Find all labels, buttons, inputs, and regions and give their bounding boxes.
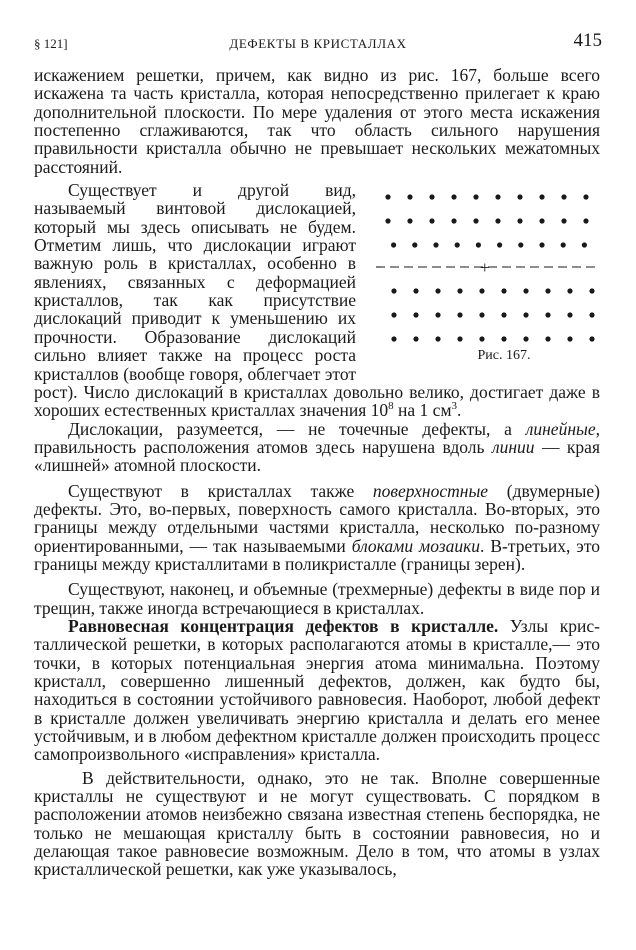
- lattice-atom: [435, 312, 440, 317]
- lattice-atom: [385, 218, 390, 223]
- lattice-atom: [433, 242, 438, 247]
- lattice-atom: [561, 242, 566, 247]
- paragraph-3-text-a: Дислокации, разумеется, — не точечные дефекты, а: [68, 418, 526, 439]
- lattice-atom: [455, 242, 460, 247]
- section-heading-equilibrium: Равновесная концентрация дефектов в кристалле.: [68, 615, 499, 636]
- figure-caption: Рис. 167.: [477, 348, 531, 364]
- lattice-atom: [473, 218, 478, 223]
- lattice-atom: [567, 336, 572, 341]
- lattice-atom: [523, 288, 528, 293]
- lattice-atom: [429, 194, 434, 199]
- lattice-atom: [523, 312, 528, 317]
- lattice-atom: [413, 312, 418, 317]
- lattice-atom: [435, 288, 440, 293]
- lattice-atom: [539, 194, 544, 199]
- lattice-atom: [583, 194, 588, 199]
- paragraph-7: В действительности, однако, это не так. Вполне совершенные кристаллы не существуют и не могут существовать. С порядком в расположении атомов неизбежно связана известная степень беспорядка, не только не мешающая кристаллу быть в состоянии равновесия, но и делающая такое равновесие возможным. Дело в том, что атомы в узлах кристаллической решетки, как уже указывалось,: [34, 767, 600, 880]
- paragraph-4-text-c: . В-третьих, это границы между кристаллитами в поликристалле (границы зерен).: [34, 535, 600, 574]
- lattice-atom: [567, 288, 572, 293]
- page-number: 415: [573, 30, 602, 51]
- lattice-atom: [501, 288, 506, 293]
- exponent-8: 8: [388, 400, 394, 413]
- lattice-atom: [589, 336, 594, 341]
- edge-dislocation-lattice: [376, 187, 598, 347]
- lattice-atom: [561, 194, 566, 199]
- paragraph-4: [34, 482, 600, 574]
- lattice-atom: [517, 194, 522, 199]
- lattice-atom: [476, 242, 481, 247]
- running-header: [34, 30, 602, 54]
- lattice-atom: [435, 336, 440, 341]
- paragraph-1: искажением решетки, причем, как видно из рис. 167, больше всего искажена та часть кристалла, которая непосредственно прилегает к краю дополнительной плоскости. По мере удаления от этого места искажения постепенно сглаживаются, так что область сильного нарушения правильности кристалла обычно не превышает нескольких межатомных расстояний.: [34, 65, 600, 177]
- lattice-atom: [473, 194, 478, 199]
- chapter-title: ДЕФЕКТЫ В КРИСТАЛЛАХ: [229, 36, 407, 51]
- lattice-atom: [589, 288, 594, 293]
- emphasis-line: линии: [491, 436, 535, 457]
- lattice-atom: [413, 288, 418, 293]
- paragraph-3: [34, 420, 600, 475]
- paragraph-3-text-c: — края «лишней» атомной плоскости.: [34, 436, 600, 476]
- paragraph-2-text: Существует и другой вид, называемый винтовой дислокацией, который мы здесь описывать не будем. Отметим лишь, что дислокации играют важную роль в кристаллах, особенно в явлениях, связанных с деформацией кристаллов, так как присутствие дислокаций приводит к уменьшению их прочности. Образование дислокаций сильно влияет также на процесс роста кристаллов (вообще говоря, облегчает этот рост). Число дислокаций в кристаллах довольно велико, достигает даже в хороших естественных кристаллах значения 10: [34, 180, 600, 421]
- lattice-atom: [518, 242, 523, 247]
- paragraph-2-tail: на 1 см: [393, 400, 452, 421]
- lattice-atom: [429, 218, 434, 223]
- emphasis-linear: линейные: [525, 418, 596, 439]
- lattice-atom: [583, 218, 588, 223]
- lattice-atom: [567, 312, 572, 317]
- lattice-atom: [479, 312, 484, 317]
- lattice-atom: [582, 242, 587, 247]
- figure-167: [374, 181, 600, 381]
- lattice-atom: [413, 336, 418, 341]
- lattice-atom: [407, 218, 412, 223]
- paragraph-4-text-a: Существуют в кристаллах также: [68, 480, 373, 501]
- lattice-atom: [391, 312, 396, 317]
- lattice-atom: [561, 218, 566, 223]
- lattice-atom: [391, 336, 396, 341]
- lattice-atom: [501, 312, 506, 317]
- lattice-atom: [545, 288, 550, 293]
- emphasis-mosaic-blocks: блоками мозаики: [351, 535, 481, 556]
- emphasis-surface: поверхностные: [372, 480, 489, 501]
- lattice-atom: [479, 336, 484, 341]
- paragraph-5: Существуют, наконец, и объемные (трехмерные) дефекты в виде пор и трещин, также иногда встречающиеся в кристаллах.: [34, 579, 600, 618]
- exponent-3: 3: [451, 400, 458, 413]
- lattice-atom: [479, 288, 484, 293]
- lattice-atom: [391, 242, 396, 247]
- lattice-atom: [451, 194, 456, 199]
- dislocation-marker: +: [480, 258, 490, 278]
- lattice-atom: [457, 312, 462, 317]
- lattice-atom: [385, 194, 390, 199]
- lattice-atom: [412, 242, 417, 247]
- lattice-atom: [391, 288, 396, 293]
- lattice-atom: [495, 218, 500, 223]
- lattice-atom: [545, 312, 550, 317]
- paragraph-2-end: .: [457, 400, 462, 421]
- lattice-atom: [495, 194, 500, 199]
- lattice-atom: [457, 288, 462, 293]
- section-ref: § 121]: [34, 36, 68, 51]
- paragraph-4-text-b: (двумерные) дефекты. Это, во-первых, поверхность самого кристалла. Во-вторых, это границы между отдельными частями кристалла, несколько по-разному ориентированными, — так называемыми: [34, 480, 600, 556]
- lattice-atom: [589, 312, 594, 317]
- lattice-atom: [539, 218, 544, 223]
- lattice-atom: [497, 242, 502, 247]
- lattice-atom: [523, 336, 528, 341]
- lattice-atom: [517, 218, 522, 223]
- paragraph-6: [34, 617, 600, 764]
- paragraph-2: [34, 181, 600, 419]
- lattice-atom: [407, 194, 412, 199]
- lattice-atom: [457, 336, 462, 341]
- lattice-atom: [501, 336, 506, 341]
- paragraph-3-text-b: , правильность расположения атомов здесь нарушена вдоль: [34, 418, 600, 457]
- lattice-atom: [539, 242, 544, 247]
- page-body: [34, 66, 600, 879]
- lattice-atom: [545, 336, 550, 341]
- paragraph-6-text: Узлы кристаллической решетки, в которых располагаются атомы в кристалле,— это точки, в которых потенциальная энергия атома минимальна. Поэтому кристалл, совершенно лишенный дефектов, должен, как будто бы, находиться в состоянии устойчивого равновесия. Наоборот, любой дефект в кристалле должен увеличивать энергию кристалла и делать его менее устойчивым, и в любом дефектном кристалле должен происходить процесс самопроизвольного «исправления» кристалла.: [34, 615, 600, 765]
- lattice-atom: [451, 218, 456, 223]
